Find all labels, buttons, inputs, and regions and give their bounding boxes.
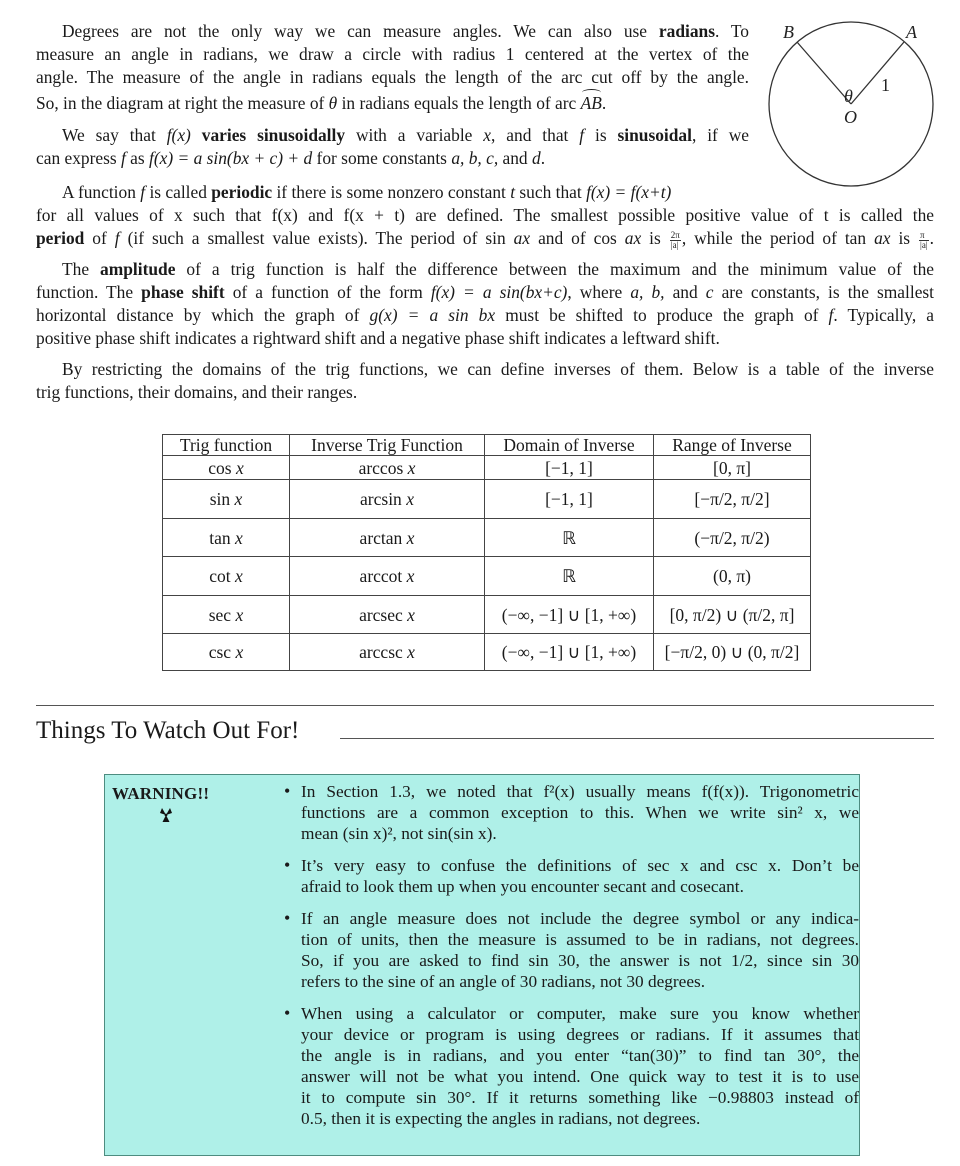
paragraph-line: measure an angle in radians, we draw a circle with radius 1 centered at the vertex of the	[36, 44, 749, 64]
period-fraction-tan: $\frac{\pi}{|a|}$	[920, 229, 928, 250]
paragraph-line: for all values of x such that f(x) and f(x + t) are defined. The smallest possible positive value of t is called the	[36, 205, 934, 225]
section-title: Things To Watch Out For!	[36, 717, 300, 744]
cell-range: (−π/2, π/2)	[654, 519, 811, 557]
cell-domain: (−∞, −1] ∪ [1, +∞)	[485, 596, 654, 634]
warning-item: • It’s very easy to confuse the definitions of sec x and csc x. Don’t be afraid to look them up when you encounter secant and cosecant.	[281, 855, 859, 897]
label-theta: θ	[844, 86, 853, 106]
cell-range: [0, π/2) ∪ (π/2, π]	[654, 596, 811, 634]
term-amplitude: amplitude	[100, 259, 176, 279]
paragraph-line: So, in the diagram at right the measure of θ in radians equals the length of arc AB.	[36, 93, 607, 113]
cell-range: [−π/2, 0) ∪ (0, π/2]	[654, 634, 811, 671]
cell-function: tan x	[163, 519, 290, 557]
paragraph-line: angle. The measure of the angle in radians equals the length of the arc cut off by the angle.	[36, 67, 749, 87]
label-o: O	[844, 107, 857, 127]
cell-inverse: arcsin x	[290, 480, 485, 519]
paragraph-line: function. The phase shift of a function of the form f(x) = a sin(bx+c), where a, b, and c are constants, is the smallest	[36, 282, 935, 302]
periodic-formula: f(x) = f(x+t)	[586, 182, 672, 202]
cell-domain: [−1, 1]	[485, 480, 654, 519]
warning-item: • When using a calculator or computer, make sure you know whether your device or program is using degrees or radians. If it assumes that the angle is in radians, and you enter “tan(30)” to find tan 30°, the answer will not be what you intend. One quick way to test it is to use it to compute sin 30°. If it returns something like −0.98803 instead of 0.5, then it is expecting the angles in radians, not degrees.	[281, 1003, 859, 1129]
term-periodic: periodic	[211, 182, 273, 202]
inverse-trig-table	[162, 434, 811, 671]
warning-label: WARNING!!	[112, 784, 210, 803]
label-b: B	[783, 22, 794, 42]
label-a: A	[906, 22, 917, 42]
term-sinusoidal: sinusoidal	[617, 125, 692, 145]
amplitude-paragraph	[36, 258, 934, 350]
term-phase-shift: phase shift	[141, 282, 225, 302]
cell-inverse: arcsec x	[290, 596, 485, 634]
paragraph-line: A function f is called periodic if there is some nonzero constant t such that f(x) = f(x+t)	[62, 182, 672, 202]
paragraph-line: By restricting the domains of the trig functions, we can define inverses of them. Below is a table of the inverse	[62, 359, 934, 379]
table-row	[163, 557, 811, 596]
warning-list	[281, 781, 859, 1140]
warning-item: • In Section 1.3, we noted that f²(x) usually means f(f(x)). Trigonometric functions are a common exception to this. When we write sin² x, we mean (sin x)², not sin(sin x).	[281, 781, 859, 844]
header-inverse-trig-function: Inverse Trig Function	[290, 435, 485, 456]
cell-domain: ℝ	[485, 519, 654, 557]
paragraph-line: Degrees are not the only way we can measure angles. We can also use radians. To	[62, 21, 749, 41]
term-varies-sinusoidally: varies sinusoidally	[201, 125, 346, 145]
cell-function: cos x	[163, 456, 290, 480]
paragraph-line: horizontal distance by which the graph of g(x) = a sin bx must be shifted to produce the graph of f. Typically, a	[36, 305, 935, 325]
cell-domain: ℝ	[485, 557, 654, 596]
term-period: period	[36, 228, 85, 248]
cell-inverse: arccos x	[290, 456, 485, 480]
term-radians: radians	[658, 21, 715, 41]
cell-domain: [−1, 1]	[485, 456, 654, 480]
paragraph-line: We say that f(x) varies sinusoidally with a variable x, and that f is sinusoidal, if we	[62, 125, 750, 145]
radius-oa	[851, 42, 904, 104]
warning-box	[104, 774, 860, 1156]
inverse-paragraph	[36, 358, 934, 404]
arc-ab: AB	[580, 93, 602, 113]
cell-domain: (−∞, −1] ∪ [1, +∞)	[485, 634, 654, 671]
cell-range: [0, π]	[654, 456, 811, 480]
radius-ob	[797, 42, 851, 104]
table-row	[163, 480, 811, 519]
sinusoid-formula: f(x) = a sin(bx + c) + d	[149, 148, 313, 168]
section-divider	[36, 705, 934, 706]
table-row	[163, 634, 811, 671]
period-fraction-sincos: $\frac{2\pi}{|a|}$	[670, 229, 680, 250]
paragraph-line: can express f as f(x) = a sin(bx + c) + d for some constants a, b, c, and d.	[36, 148, 546, 168]
paragraph-line: trig functions, their domains, and their ranges.	[36, 382, 358, 402]
radians-paragraph	[36, 20, 749, 115]
header-domain-of-inverse: Domain of Inverse	[485, 435, 654, 456]
paragraph-line: period of f (if such a smallest value exists). The period of sin ax and of cos ax is $\frac{2\pi}{|a|}$ , while the period of tan ax is $\frac{\pi}{|a|}$ .	[36, 228, 935, 250]
cell-function: sin x	[163, 480, 290, 519]
radiation-icon	[156, 806, 176, 826]
sinusoidal-paragraph	[36, 124, 749, 170]
header-trig-function: Trig function	[163, 435, 290, 456]
label-radius-one: 1	[881, 75, 890, 95]
unit-circle-diagram	[760, 15, 950, 210]
table-row	[163, 596, 811, 634]
warning-item: • If an angle measure does not include the degree symbol or any indica- tion of units, then the measure is assumed to be in radians, not degrees. So, if you are asked to find sin 30, the answer is not 1/2, since sin 30 refers to the sine of an angle of 30 radians, not 30 degrees.	[281, 908, 859, 992]
cell-range: [−π/2, π/2]	[654, 480, 811, 519]
table-row	[163, 519, 811, 557]
cell-inverse: arccsc x	[290, 634, 485, 671]
cell-inverse: arccot x	[290, 557, 485, 596]
table-row	[163, 456, 811, 480]
cell-function: csc x	[163, 634, 290, 671]
paragraph-line: positive phase shift indicates a rightward shift and a negative phase shift indicates a leftward shift.	[36, 328, 720, 348]
cell-function: cot x	[163, 557, 290, 596]
paragraph-line: The amplitude of a trig function is half the difference between the maximum and the minimum value of the	[62, 259, 934, 279]
table-header-row	[163, 435, 811, 456]
section-title-underline	[340, 738, 934, 739]
header-range-of-inverse: Range of Inverse	[654, 435, 811, 456]
cell-function: sec x	[163, 596, 290, 634]
cell-inverse: arctan x	[290, 519, 485, 557]
cell-range: (0, π)	[654, 557, 811, 596]
